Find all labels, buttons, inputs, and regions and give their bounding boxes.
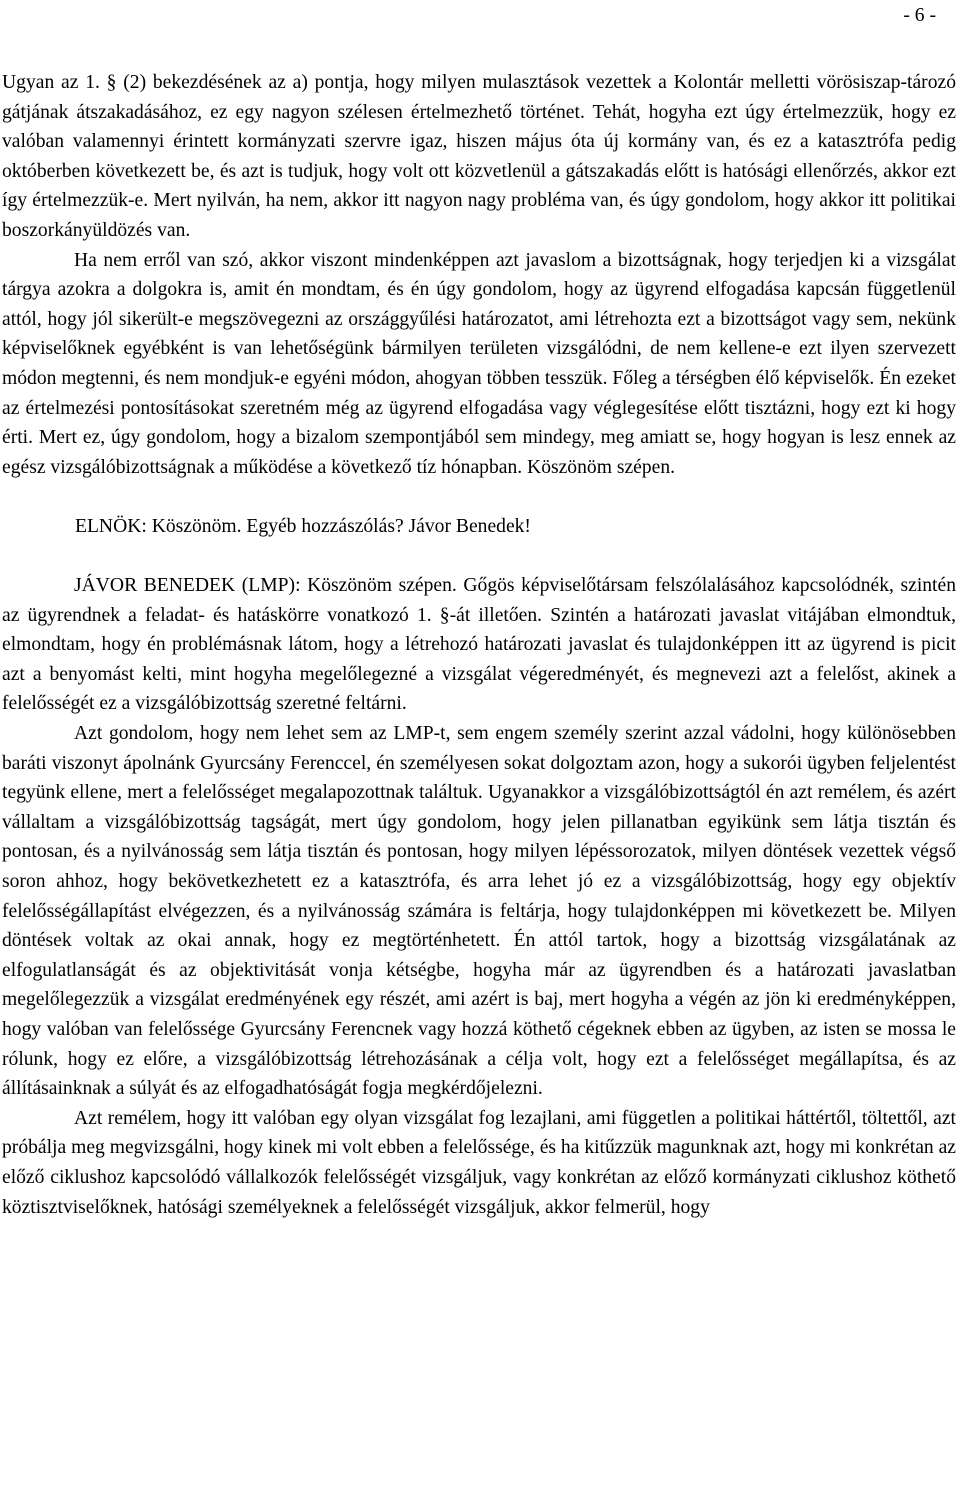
- chair-remark: ELNÖK: Köszönöm. Egyéb hozzászólás? Jávor Benedek!: [75, 515, 531, 537]
- document-body: [2, 68, 956, 1222]
- speaker-paragraph-javor: JÁVOR BENEDEK (LMP): Köszönöm szépen. Gőgös képviselőtársam felszólalásához kapcsolódnék, szintén az ügyrendnek a feladat- és hatáskörre vonatkozó 1. §-át illetően. Szintén a határozati javaslat vitájában elmondtuk, elmondtam, hogy én problémásnak látom, hogy a létrehozó határozati javaslat és tulajdonképpen itt az ügyrend is picit azt a benyomást kelti, mint hogyha megelőlegezné a vizsgálat végeredményét, és megnevezi azt a felelőst, akinek a felelősségét ez a vizsgálóbizottság szeretné feltárni.: [2, 575, 956, 715]
- paragraph-continuation: Ugyan az 1. § (2) bekezdésének az a) pontja, hogy milyen mulasztások vezettek a Kolontár melletti vörösiszap-tározó gátjának átszakadásához, ez egy nagyon szélesen értelmezhető történet. Tehát, hogyha ezt úgy értelmezzük, hogy ez valóban valamennyi érintett kormányzati szervre igaz, hiszen május óta új kormány van, és ez a katasztrófa pedig októberben következett be, és azt is tudjuk, hogy volt ott közvetlenül a gátszakadás előtt is hatósági ellenőrzés, akkor ezt így értelmezzük-e. Mert nyilván, ha nem, akkor itt nagyon nagy probléma van, és úgy gondolom, hogy akkor itt politikai boszorkányüldözés van.: [2, 72, 956, 241]
- paragraph-argument: Azt gondolom, hogy nem lehet sem az LMP-t, sem engem személy szerint azzal vádolni, hogy különösebben baráti viszonyt ápolnánk Gyurcsány Ferenccel, én személyesen sokat dolgoztam azon, hogy a sukorói ügyben feljelentést tegyünk ellene, mert a felelősséget megalapozottnak találtuk. Ugyanakkor a vizsgálóbizottságtól én azt remélem, és azért vállaltam a vizsgálóbizottság tagságát, mert úgy gondolom, hogy jelen pillanatban egyikünk sem látja tisztán és pontosan, és a nyilvánosság sem látja tisztán és pontosan, hogy milyen lépéssorozatok, milyen döntések vezettek végső soron ahhoz, hogy bekövetkezhetett ez a katasztrófa, és arra lehet jó ez a vizsgálóbizottság, hogy egy objektív felelősségállapítást elvégezzen, és a nyilvánosság számára is feltárja, hogy tulajdonképpen mi következett be. Milyen döntések voltak az okai annak, hogy ez megtörténhetett. Én attól tartok, hogy a bizottság vizsgálatának az elfogulatlanságát és az objektivitását vonja kétségbe, hogyha már az ügyrendben és a határozati javaslatban megelőlegezzük a vizsgálat eredményének egy részét, ami azért is baj, mert hogyha a végén az jön ki eredményképpen, hogy valóban van felelőssége Gyurcsány Ferencnek vagy hozzá köthető cégeknek ebben az ügyben, az isten se mossa le rólunk, hogy ez előre, a vizsgálóbizottság létrehozásának a célja volt, hogy ezt a felelősséget megállapítsa, és az állításainknak a súlyát és az elfogadhatóságát fogja megkérdőjelezni.: [2, 723, 956, 1100]
- paragraph-proposal: Ha nem erről van szó, akkor viszont mindenképpen azt javaslom a bizottságnak, hogy terjedjen ki a vizsgálat tárgya azokra a dolgokra is, amit én mondtam, és én úgy gondolom, hogy az ügyrend elfogadása kapcsán függetlenül attól, hogy jól sikerült-e megszövegezni az országgyűlési határozatot, ami létrehozta ezt a bizottságot vagy sem, nekünk képviselőknek egyébként is van lehetőségünk bármilyen területen vizsgálódni, de nem kellene-e ezt ilyen szervezett módon megtenni, és nem mondjuk-e egyéni módon, ahogyan többen tesszük. Főleg a térségben élő képviselők. Én ezeket az értelmezési pontosításokat szeretném még az ügyrend elfogadása vagy véglegesítése előtt tisztázni, hogy ezt ki hogy érti. Mert ez, úgy gondolom, hogy a bizalom szempontjából sem mindegy, meg amiatt se, hogy hogyan is lesz ennek az egész vizsgálóbizottságnak a működése a következő tíz hónapban. Köszönöm szépen.: [2, 249, 956, 478]
- paragraph-closing: Azt remélem, hogy itt valóban egy olyan vizsgálat fog lezajlani, ami független a politikai háttértől, töltettől, azt próbálja meg megvizsgálni, hogy kinek mi volt ebben a felelőssége, és ha kitűzzük magunknak azt, hogy mi konkrétan az előző ciklushoz kapcsolódó vállalkozók felelősségét vizsgáljuk, vagy konkrétan az előző kormányzati ciklushoz köthető köztisztviselőknek, hatósági személyeknek a felelősségét vizsgáljuk, akkor felmerül, hogy: [2, 1107, 956, 1218]
- paragraph-spacer: [2, 542, 956, 572]
- paragraph-spacer: [2, 482, 956, 512]
- page-number: - 6 -: [903, 5, 936, 26]
